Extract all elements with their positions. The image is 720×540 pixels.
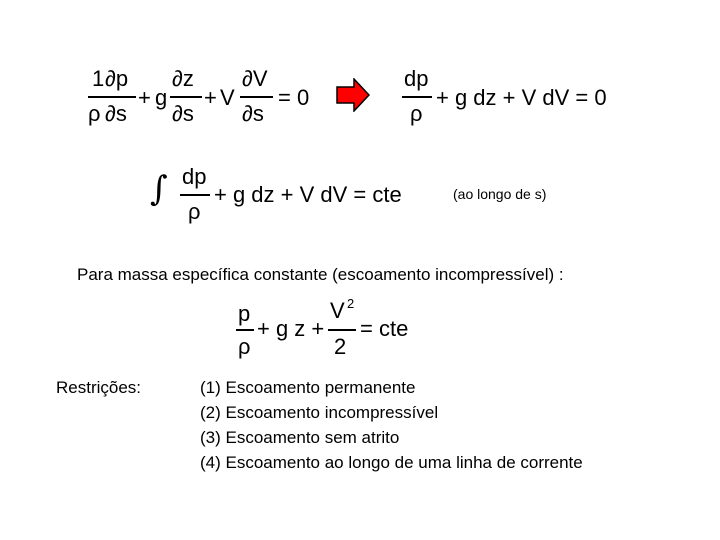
fraction-bar — [402, 96, 432, 98]
list-item: (4) Escoamento ao longo de uma linha de corrente — [200, 453, 583, 472]
denominator-rho: ρ — [410, 101, 423, 126]
denominator-partial-s: ∂s — [172, 101, 194, 126]
fraction-bar — [236, 329, 254, 331]
fraction-bar — [240, 96, 273, 98]
denominator-rho: ρ — [238, 334, 251, 359]
g-symbol: g — [155, 85, 168, 110]
equals-zero: = 0 — [278, 85, 310, 110]
denominator-rho: ρ — [88, 101, 101, 126]
denominator-partial-s: ∂s — [105, 101, 127, 126]
list-item: (2) Escoamento incompressível — [200, 403, 439, 422]
list-item: (3) Escoamento sem atrito — [200, 428, 400, 447]
fraction-bar — [170, 96, 202, 98]
equation-remainder: + g dz + V dV = 0 — [436, 85, 607, 110]
numerator-v: V — [330, 298, 345, 323]
numerator-one: 1 — [92, 66, 105, 91]
numerator-dp: dp — [182, 164, 207, 189]
list-item: (1) Escoamento permanente — [200, 378, 416, 397]
v-symbol: V — [220, 85, 235, 110]
restrictions-label: Restrições: — [56, 378, 142, 397]
plus-sign: + — [204, 85, 217, 110]
denominator-two: 2 — [334, 334, 347, 359]
along-s-note: (ao longo de s) — [453, 186, 547, 202]
numerator-partial-z: ∂z — [172, 66, 194, 91]
numerator-partial-v: ∂V — [242, 66, 268, 91]
exponent-two: 2 — [347, 296, 355, 311]
numerator-dp: dp — [404, 66, 429, 91]
plus-sign: + — [138, 85, 151, 110]
integral-sign: ∫ — [150, 169, 168, 209]
fraction-bar — [328, 329, 356, 331]
restrictions-list — [200, 379, 583, 471]
right-arrow-icon — [336, 78, 370, 112]
denominator-rho: ρ — [188, 199, 201, 224]
fraction-bar — [180, 194, 210, 196]
fraction-bar — [88, 96, 136, 98]
numerator-partial-p: ∂p — [105, 66, 129, 91]
equation-remainder: + g dz + V dV = cte — [214, 182, 402, 207]
denominator-partial-s: ∂s — [242, 101, 264, 126]
equation-middle: + g z + — [257, 316, 325, 341]
constant-density-statement: Para massa específica constante (escoamento incompressível) : — [77, 265, 564, 284]
numerator-p: p — [238, 301, 251, 326]
equals-cte: = cte — [360, 316, 409, 341]
